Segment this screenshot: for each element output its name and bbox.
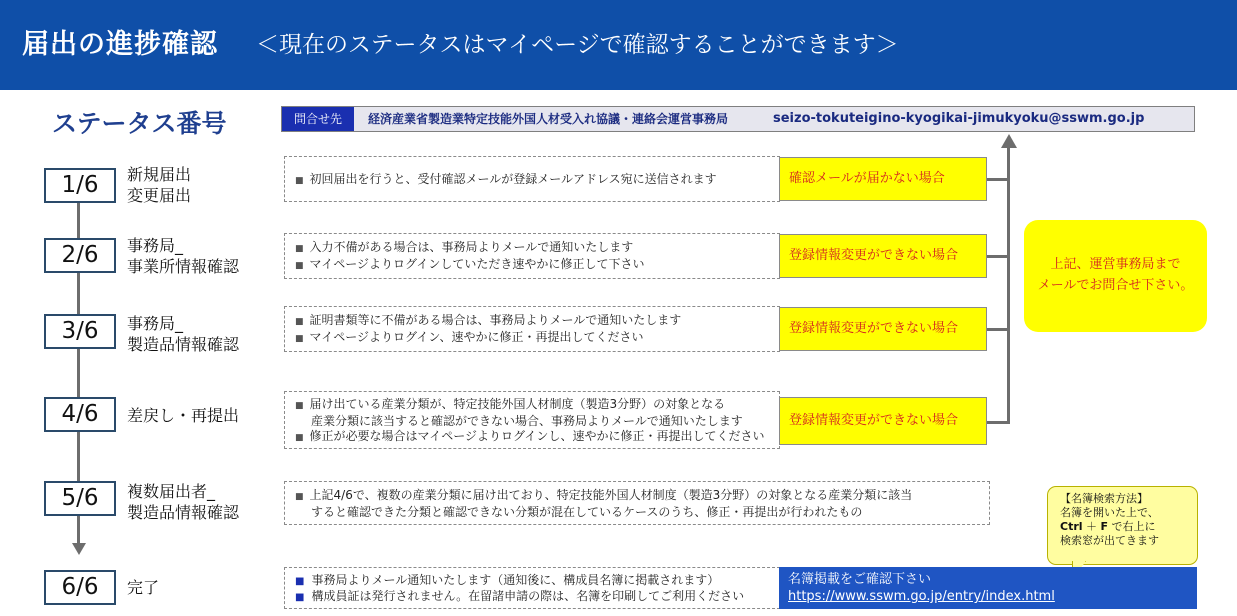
step-note-6	[284, 567, 780, 609]
step-note-1	[284, 156, 780, 202]
search-tip-line: 名簿を開いた上で、	[1060, 506, 1159, 519]
bullet-square-icon: ■	[295, 244, 304, 254]
note-line: ■ マイページよりログインしていただき速やかに修正して下さい	[295, 257, 645, 271]
step-label-line: 製造品情報確認	[127, 503, 240, 522]
step-label-line: 事業所情報確認	[127, 257, 240, 276]
note-line: ■ 修正が必要な場合はマイページよりログインし、速やかに修正・再提出してください	[295, 429, 765, 443]
step-label-5	[127, 481, 239, 523]
note-line: 産業分類に該当すると確認ができない場合、事務局よりメールで通知いたします	[311, 414, 743, 428]
step-label-line: 事務局_	[127, 314, 184, 333]
status-number-heading: ステータス番号	[52, 109, 227, 138]
step-note-2	[284, 233, 780, 279]
note-line: ■ 構成員証は発行されません。在留諸申請の際は、名簿を印刷してご利用ください	[295, 589, 745, 603]
contact-organization: 経済産業省製造業特定技能外国人材受入れ協議・連絡会運営事務局	[368, 112, 729, 126]
note-line: ■ 事務局よりメール通知いたします（通知後に、構成員名簿に掲載されます）	[295, 573, 720, 587]
contact-email[interactable]: seizo-tokuteigino-kyogikai-jimukyoku@sswm.go.jp	[773, 111, 1145, 126]
bullet-square-icon: ■	[295, 433, 304, 443]
return-arrow-line	[1007, 146, 1010, 424]
step-label-line: 新規届出	[127, 165, 192, 184]
search-tip-suffix: で右上に	[1111, 520, 1156, 533]
contact-note-line: メールでお問合せ下さい。	[1037, 278, 1194, 293]
step-label-line: 完了	[127, 578, 160, 597]
step-label-line: 複数届出者_	[127, 482, 216, 501]
bullet-square-icon: ■	[295, 176, 304, 186]
step-note-5	[284, 481, 990, 525]
step-number-5: 5/6	[44, 481, 116, 516]
page-title: 届出の進捗確認	[22, 29, 218, 60]
bullet-square-icon: ■	[295, 576, 305, 587]
flow-arrowhead	[72, 543, 86, 555]
step-label-line: 事務局_	[127, 236, 184, 255]
alert-box-1: 確認メールが届かない場合	[779, 157, 987, 201]
step-number-1: 1/6	[44, 168, 116, 203]
step-note-4	[284, 391, 780, 449]
bullet-square-icon: ■	[295, 401, 304, 411]
bullet-square-icon: ■	[295, 317, 304, 327]
roster-box	[779, 567, 1197, 609]
page-header	[0, 0, 1237, 90]
contact-label: 問合せ先	[282, 107, 354, 131]
search-tip-callout	[1047, 486, 1198, 565]
contact-bar	[281, 106, 1195, 132]
step-label-2	[127, 235, 239, 277]
note-line: ■ 証明書類等に不備がある場合は、事務局よりメールで通知いたします	[295, 313, 682, 327]
note-line: ■ 入力不備がある場合は、事務局よりメールで通知いたします	[295, 240, 634, 254]
f-key: F	[1100, 520, 1109, 533]
roster-link[interactable]: https://www.sswm.go.jp/entry/index.html	[788, 589, 1055, 604]
alert-box-3: 登録情報変更ができない場合	[779, 307, 987, 351]
bullet-square-icon: ■	[295, 261, 304, 271]
ctrl-key: Ctrl	[1060, 520, 1083, 533]
contact-note-line: 上記、運営事務局まで	[1050, 257, 1181, 272]
note-line: ■ 初回届出を行うと、受付確認メールが登録メールアドレス宛に送信されます	[295, 172, 717, 186]
alert-box-2: 登録情報変更ができない場合	[779, 234, 987, 278]
plus-sign: ＋	[1086, 520, 1098, 533]
step-number-4: 4/6	[44, 397, 116, 432]
search-tip-line	[1060, 520, 1197, 534]
up-arrow-icon	[1001, 134, 1017, 148]
page-subtitle: ＜現在のステータスはマイページで確認することができます＞	[256, 32, 899, 58]
contact-note	[1024, 220, 1207, 332]
bullet-square-icon: ■	[295, 492, 304, 502]
step-number-3: 3/6	[44, 314, 116, 349]
step-number-6: 6/6	[44, 570, 116, 605]
step-label-line: 差戻し・再提出	[127, 406, 240, 425]
step-label-4	[127, 405, 239, 426]
bullet-square-icon: ■	[295, 334, 304, 344]
note-line: ■ 届け出ている産業分類が、特定技能外国人材制度（製造3分野）の対象となる	[295, 397, 726, 411]
bullet-square-icon: ■	[295, 592, 305, 603]
step-label-3	[127, 313, 239, 355]
alert-box-4: 登録情報変更ができない場合	[779, 397, 987, 445]
note-line: すると確認できた分類と確認できない分類が混在しているケースのうち、修正・再提出が行われたもの	[311, 505, 863, 519]
step-label-line: 変更届出	[127, 186, 192, 205]
search-tip-line: 検索窓が出てきます	[1060, 534, 1159, 547]
step-label-6	[127, 577, 159, 598]
step-note-3	[284, 306, 780, 352]
roster-label: 名簿掲載をご確認下さい	[788, 572, 932, 587]
note-line: ■ 上記4/6で、複数の産業分類に届け出ており、特定技能外国人材制度（製造3分野）の対象となる産業分類に該当	[295, 488, 913, 502]
step-number-2: 2/6	[44, 238, 116, 273]
step-label-1	[127, 164, 191, 206]
note-line: ■ マイページよりログイン、速やかに修正・再提出してください	[295, 330, 644, 344]
search-tip-title: 【名簿検索方法】	[1060, 492, 1148, 505]
step-label-line: 製造品情報確認	[127, 335, 240, 354]
